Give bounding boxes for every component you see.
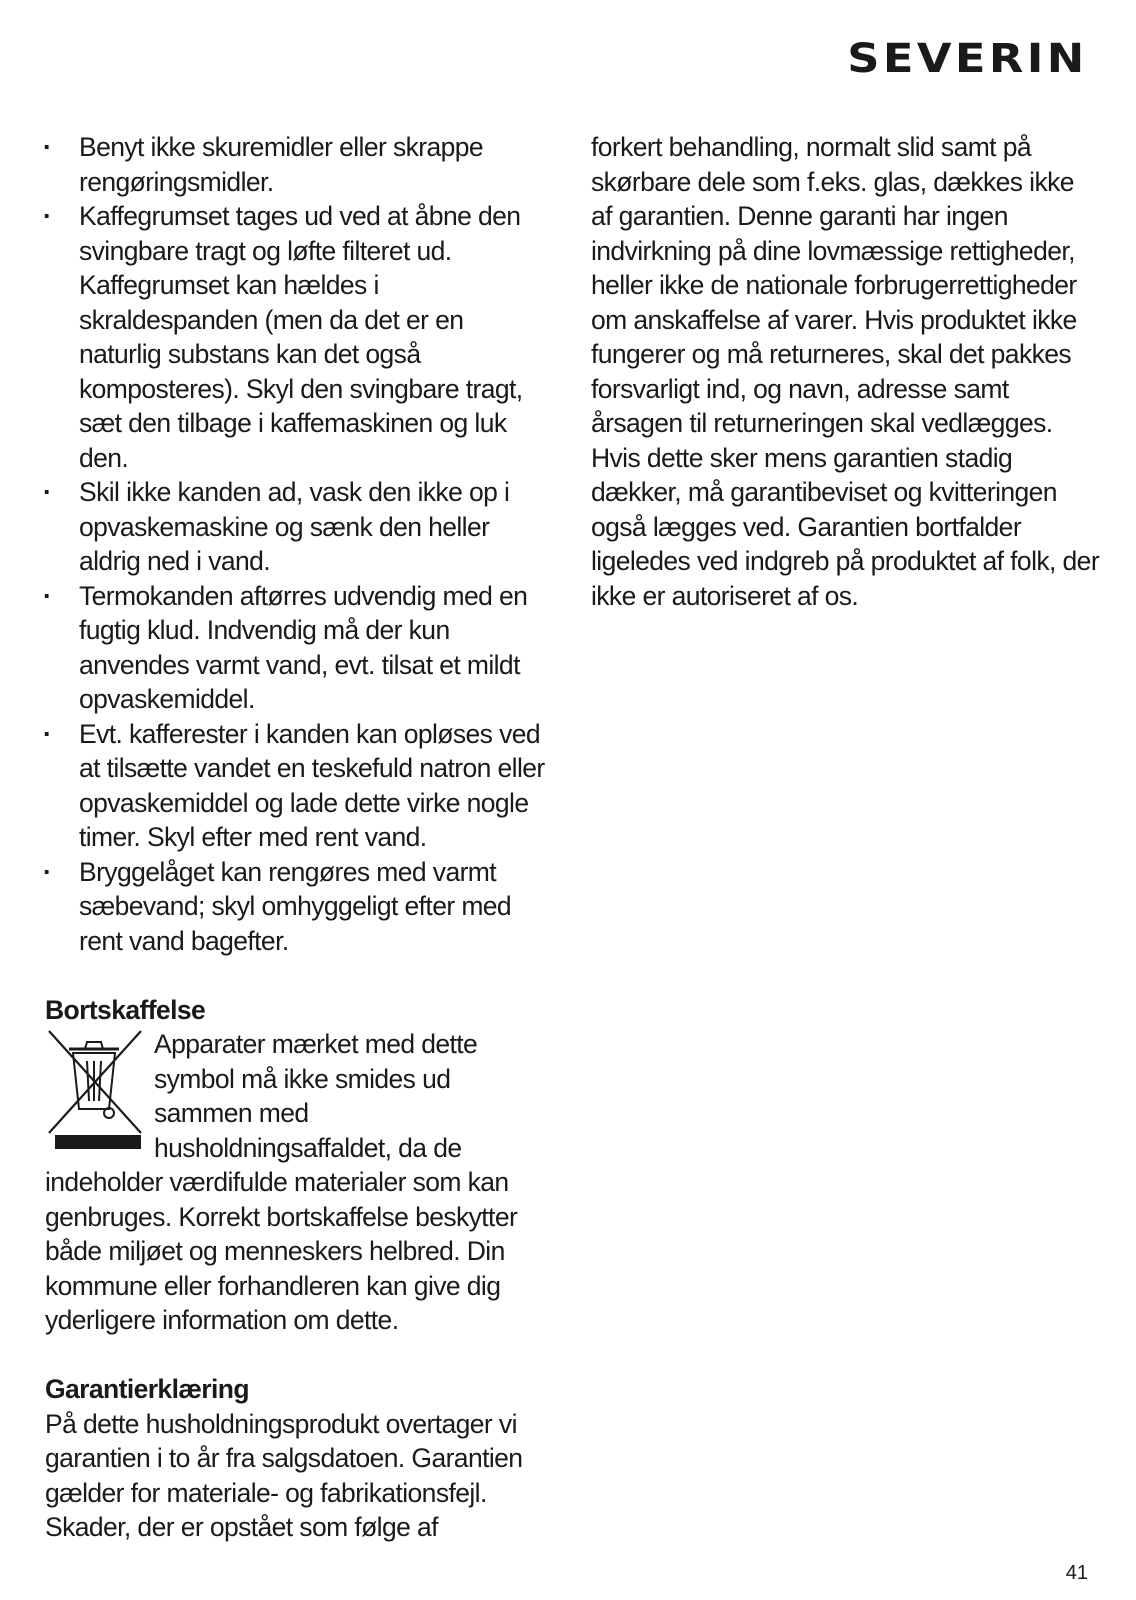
list-item: · Evt. kafferester i kanden kan opløses ved at tilsætte vandet en teskefuld natron eller opvaskemiddel og lade dette virke nogle timer. Skyl efter med rent vand. — [45, 717, 550, 855]
disposal-heading: Bortskaffelse — [45, 994, 206, 1025]
disposal-section — [45, 1027, 550, 1338]
list-item: · Kaffegrumset tages ud ved at åbne den svingbare tragt og løfte filteret ud. Kaffegrumset kan hældes i skraldespanden (men da det er en naturlig substans kan det også komposteres). Skyl den svingbare tragt, sæt den tilbage i kaffemaskinen og luk den. — [45, 199, 550, 475]
left-column — [45, 130, 550, 1545]
list-item: · Skil ikke kanden ad, vask den ikke op i opvaskemaskine og sænk den heller aldrig ned i vand. — [45, 475, 550, 579]
list-item: · Bryggelåget kan rengøres med varmt sæbevand; skyl omhyggeligt efter med rent vand bagefter. — [45, 855, 550, 959]
warranty-text: På dette husholdningsprodukt overtager vi garantien i to år fra salgsdatoen. Garantien gælder for materiale- og fabrikationsfejl. Skader, der er opstået som følge af — [45, 1408, 523, 1542]
warranty-text-continued: forkert behandling, normalt slid samt på skørbare dele som f.eks. glas, dækkes ikke af garantien. Denne garanti har ingen indvirkning på dine lovmæssige rettigheder, heller ikke de nationale forbrugerrettigheder om anskaffelse af varer. Hvis produktet ikke fungerer og må returneres, skal det pakkes forsvarligt ind, og navn, adresse samt årsagen til returneringen skal vedlægges. Hvis dette sker mens garantien stadig dækker, må garantibeviset og kvitteringen også lægges ved. Garantien bortfalder ligeledes ved indgreb på produktet af folk, der ikke er autoriseret af os. — [591, 132, 1100, 611]
list-item: · Termokanden aftørres udvendig med en fugtig klud. Indvendig må der kun anvendes varmt vand, evt. tilsat et mildt opvaskemiddel. — [45, 579, 550, 717]
cleaning-instructions-list — [45, 130, 550, 958]
brand-logo: SEVERIN — [847, 36, 1088, 82]
warranty-heading: Garantierklæring — [45, 1374, 249, 1404]
crossed-out-wheelie-bin-icon — [43, 1029, 145, 1149]
disposal-text: Apparater mærket med dette symbol må ikke smides ud sammen med husholdningsaffaldet, da de indeholder værdifulde materialer som kan genbruges. Korrekt bortskaffelse beskytter både miljøet og menneskers helbred. Din kommune eller forhandleren kan give dig yderligere information om dette. — [45, 1029, 518, 1335]
list-item: · Benyt ikke skuremidler eller skrappe rengøringsmidler. — [45, 130, 550, 199]
right-column — [591, 130, 1101, 613]
page-number: 41 — [1065, 1562, 1088, 1584]
